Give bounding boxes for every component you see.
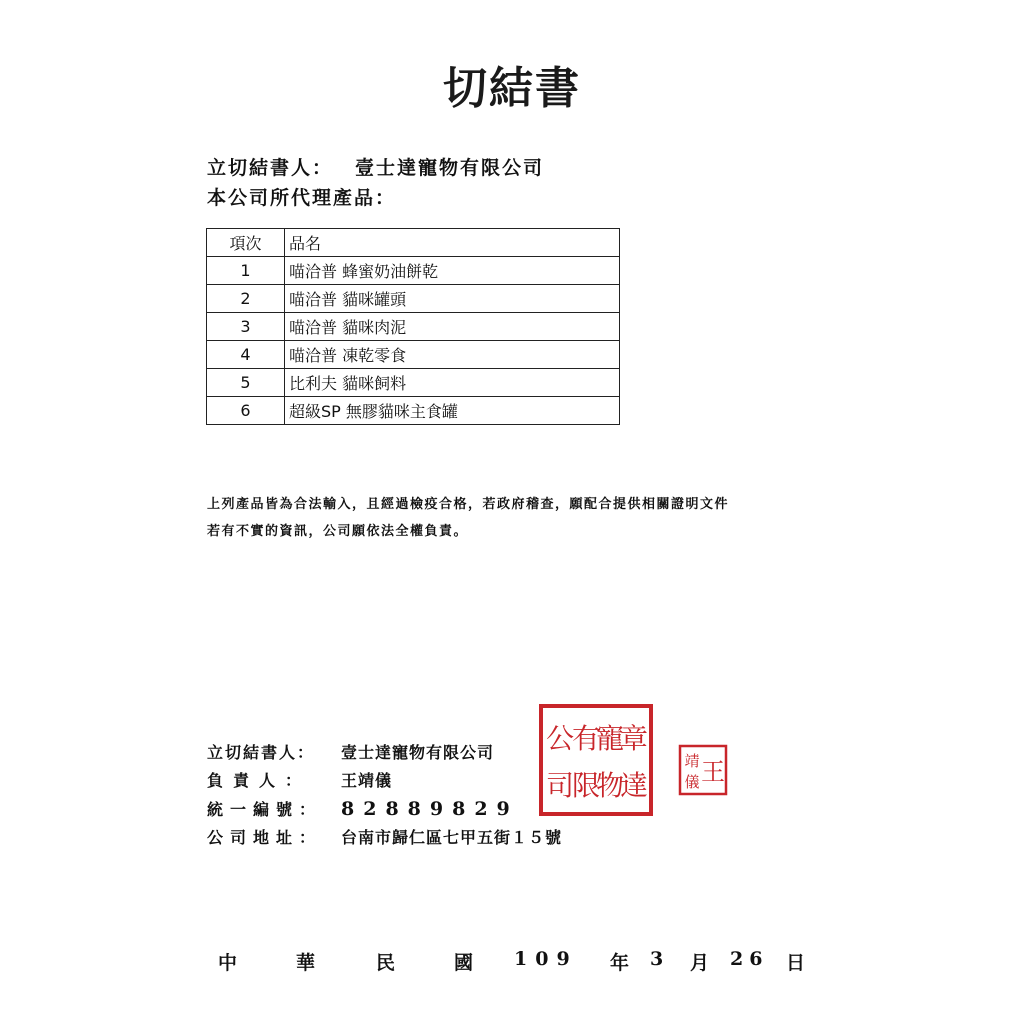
table-row (207, 369, 620, 397)
table-cell-no: 6 (207, 397, 285, 425)
signature-responsible-label: 負責人： (207, 771, 312, 790)
declaration-line-2: 若有不實的資訊，公司願依法全權負責。 (207, 524, 469, 539)
company-seal-char: 公 (545, 722, 575, 755)
company-seal-char: 章 (619, 722, 649, 755)
table-row (207, 313, 620, 341)
signature-responsible-row (207, 768, 392, 794)
date-year-unit: 年 (610, 952, 630, 974)
signature-responsible-value: 王靖儀 (341, 771, 393, 790)
personal-seal-char: 靖 (684, 752, 700, 770)
personal-seal-char: 儀 (684, 773, 700, 791)
date-day: 26 (730, 948, 769, 970)
date-month: 3 (650, 948, 664, 970)
date-month-unit: 月 (690, 952, 710, 974)
signature-declarant-label: 立切結書人： (207, 743, 316, 762)
table-cell-name: 喵洽普 貓咪罐頭 (285, 285, 620, 313)
table-cell-no: 5 (207, 369, 285, 397)
date-era-char: 國 (454, 952, 474, 974)
declaration-line-1: 上列產品皆為合法輸入，且經過檢疫合格，若政府稽查，願配合提供相關證明文件 (207, 497, 730, 512)
table-row (207, 285, 620, 313)
personal-seal-char: 王 (701, 758, 725, 786)
signature-address-value: 台南市歸仁區七甲五街１５號 (341, 828, 563, 847)
signature-address-row (207, 825, 562, 851)
table-cell-name: 喵洽普 貓咪肉泥 (285, 313, 620, 341)
date-era-char: 中 (218, 952, 238, 974)
date-year: 109 (514, 948, 578, 970)
table-cell-name: 比利夫 貓咪飼料 (285, 369, 620, 397)
intro-declarant-line (207, 153, 544, 180)
company-seal-char: 有 (571, 722, 601, 755)
table-cell-name: 喵洽普 凍乾零食 (285, 341, 620, 369)
table-header-name: 品名 (285, 229, 620, 257)
intro-declarant-value: 壹士達寵物有限公司 (355, 157, 545, 179)
company-seal (538, 703, 654, 817)
intro-declarant-label: 立切結書人： (207, 157, 334, 179)
signature-tax-id-row (207, 796, 519, 822)
table-row (207, 397, 620, 425)
table-header-row (207, 229, 620, 257)
products-table (206, 228, 620, 425)
intro-products-label: 本公司所代理產品： (207, 187, 397, 209)
table-cell-no: 1 (207, 257, 285, 285)
date-era-char: 華 (296, 952, 316, 974)
company-seal-char: 司 (545, 769, 575, 802)
table-row (207, 257, 620, 285)
date-line (218, 948, 818, 976)
company-seal-char: 限 (571, 769, 601, 802)
signature-declarant-value: 壹士達寵物有限公司 (341, 743, 495, 762)
signature-address-label: 公司地址： (207, 828, 323, 847)
company-seal-char: 物 (595, 769, 625, 802)
table-cell-no: 4 (207, 341, 285, 369)
signature-tax-id-label: 統一編號： (207, 800, 323, 819)
table-row (207, 341, 620, 369)
signature-tax-id-value: 82889829 (341, 798, 519, 820)
table-cell-name: 超級SP 無膠貓咪主食罐 (285, 397, 620, 425)
table-cell-no: 3 (207, 313, 285, 341)
table-cell-no: 2 (207, 285, 285, 313)
personal-seal (678, 744, 728, 796)
company-seal-char: 寵 (595, 722, 625, 755)
date-day-unit: 日 (786, 952, 806, 974)
date-era-char: 民 (376, 952, 396, 974)
document-title: 切結書 (443, 63, 581, 114)
table-header-no: 項次 (207, 229, 285, 257)
signature-declarant-row (207, 740, 494, 766)
table-cell-name: 喵洽普 蜂蜜奶油餅乾 (285, 257, 620, 285)
company-seal-char: 達 (619, 769, 649, 802)
